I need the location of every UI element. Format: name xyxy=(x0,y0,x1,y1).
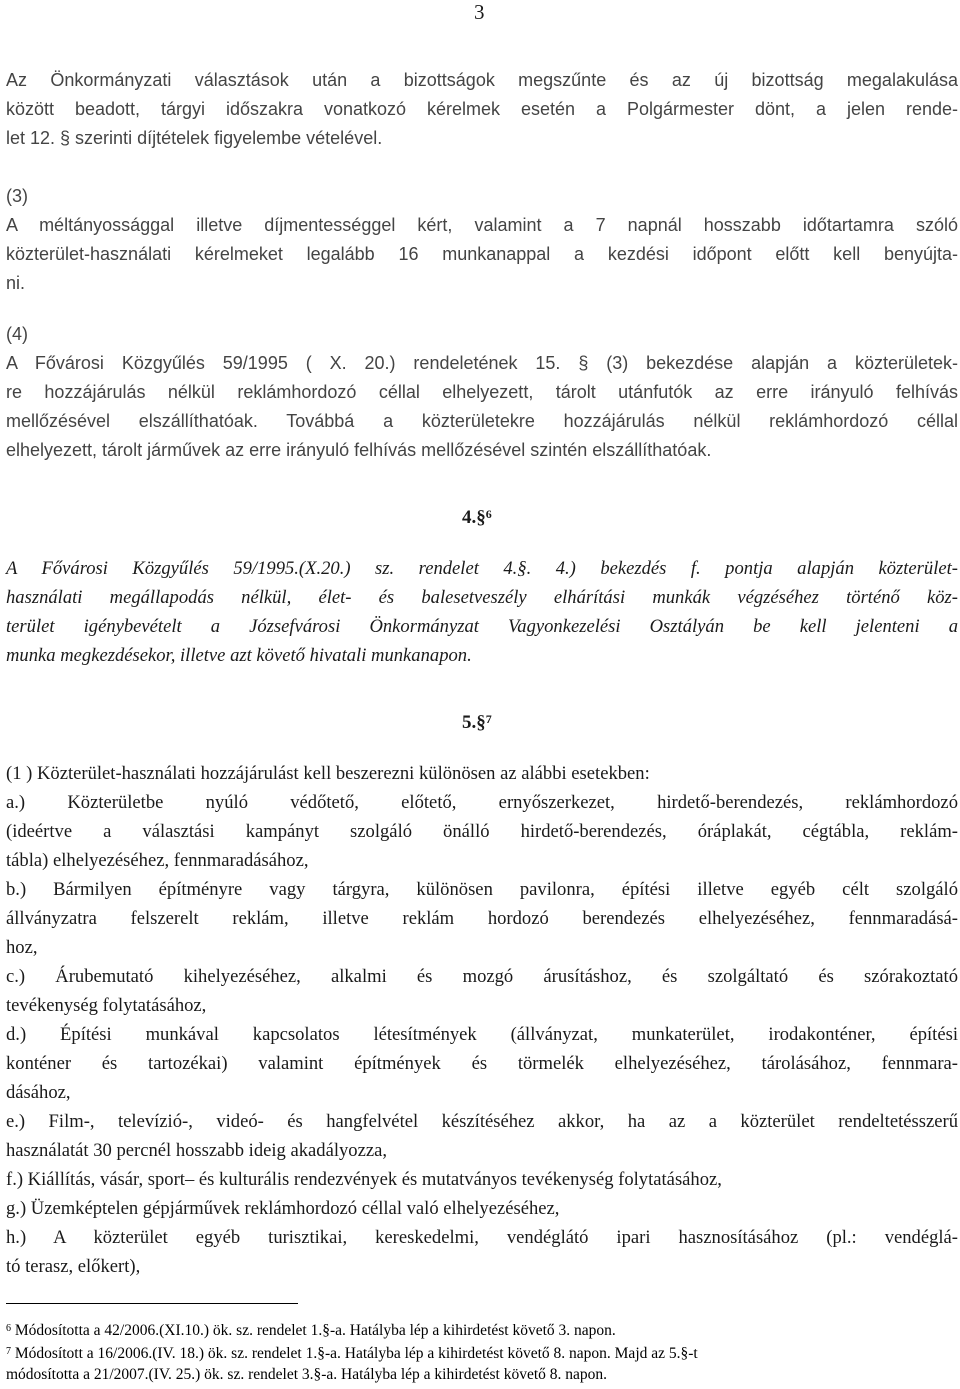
text-line: közterület-használati kérelmeket legalább 16 munkanappal a kezdési időpont előtt kell benyújta- xyxy=(6,244,958,264)
section-label: (4) xyxy=(6,324,28,344)
text-line: b.) Bármilyen építményre vagy tárgyra, különösen pavilonra, építési illetve egyéb célt szolgáló xyxy=(6,879,958,900)
text-line: A Fővárosi Közgyűlés 59/1995 ( X. 20.) rendeletének 15. § (3) bekezdése alapján a közterületek- xyxy=(6,353,958,373)
text-line: (1 ) Közterület-használati hozzájárulást kell beszerezni különösen az alábbi esetekben: xyxy=(6,763,650,784)
footnote-number: 7 xyxy=(6,1346,11,1357)
text-line: konténer és tartozékai) valamint építmények és törmelék elhelyezéséhez, tárolásához, fennmara- xyxy=(6,1053,958,1074)
footnote-6 xyxy=(6,1320,958,1341)
text-line: használatát 30 percnél hosszabb ideig akadályozza, xyxy=(6,1140,387,1161)
section-3 xyxy=(6,182,958,298)
page-number: 3 xyxy=(474,0,485,24)
footnote-ref: 6 xyxy=(485,507,492,521)
footnote-separator xyxy=(6,1303,298,1304)
text-line: re hozzájárulás nélkül reklámhordozó céllal elhelyezett, tárolt utánfutók az erre irányuló felhívás xyxy=(6,382,958,402)
footnote-ref: 7 xyxy=(485,712,492,726)
heading-text: 4.§ xyxy=(462,507,486,528)
text-line: e.) Film-, televízió-, videó- és hangfelvétel készítéséhez akkor, ha az a közterület rendeltetésszerű xyxy=(6,1111,958,1132)
document-page xyxy=(6,0,960,1389)
text-line: dásához, xyxy=(6,1082,71,1103)
text-line: tábla) elhelyezéséhez, fennmaradásához, xyxy=(6,850,309,871)
article-4-body xyxy=(6,554,958,670)
text-line: elhelyezett, tárolt járművek az erre irányuló felhívás mellőzésével szintén elszállíthatóak. xyxy=(6,440,712,460)
footnote-text: Módosította a 42/2006.(XI.10.) ök. sz. rendelet 1.§-a. Hatályba lép a kihirdetést követő 3. napon. xyxy=(14,1322,616,1339)
text-line: g.) Üzemképtelen gépjárművek reklámhordozó céllal való elhelyezéséhez, xyxy=(6,1198,560,1219)
article-5-body xyxy=(6,759,958,1281)
heading-text: 5.§ xyxy=(462,712,486,733)
footnote-text: módosította a 21/2007.(IV. 25.) ök. sz. rendelet 3.§-a. Hatályba lép a kihirdetést követő 8. napon. xyxy=(6,1366,608,1383)
article-4-heading xyxy=(462,506,492,530)
text-line: tevékenység folytatásához, xyxy=(6,995,207,1016)
footnote-number: 6 xyxy=(6,1323,11,1334)
article-5-heading xyxy=(462,711,492,735)
footnote-7 xyxy=(6,1343,958,1385)
text-line: mellőzésével elszállíthatóak. Továbbá a közterületekre hozzájárulás nélkül reklámhordozó céllal xyxy=(6,411,958,431)
intro-paragraph xyxy=(6,66,958,153)
text-line: terület igénybevételt a Józsefvárosi Önkormányzat Vagyonkezelési Osztályán be kell jelenteni a xyxy=(6,616,958,637)
text-line: (ideértve a választási kampányt szolgáló önálló hirdető-berendezés, óráplakát, cégtábla, reklám- xyxy=(6,821,958,842)
footnote-text: Módosított a 16/2006.(IV. 18.) ök. sz. rendelet 1.§-a. Hatályba lép a kihirdetést követő 8. napon. Majd az 5.§-t xyxy=(14,1345,698,1362)
section-label: (3) xyxy=(6,186,28,206)
text-line: d.) Építési munkával kapcsolatos létesítmények (állványzat, munkaterület, irodakonténer, építési xyxy=(6,1024,958,1045)
section-4 xyxy=(6,320,958,465)
text-line: állványzatra felszerelt reklám, illetve reklám hordozó berendezés elhelyezéséhez, fennmaradásá- xyxy=(6,908,958,929)
text-line: használati megállapodás nélkül, élet- és balesetveszély elhárítási munkák végzéséhez történő köz- xyxy=(6,587,958,608)
text-line: A Fővárosi Közgyűlés 59/1995.(X.20.) sz. rendelet 4.§. 4.) bekezdés f. pontja alapján közterület- xyxy=(6,558,958,579)
text-line: munka megkezdésekor, illetve azt követő hivatali munkanapon. xyxy=(6,645,472,666)
text-line: let 12. § szerinti díjtételek figyelembe vételével. xyxy=(6,128,383,148)
text-line: között beadott, tárgyi időszakra vonatkozó kérelmek esetén a Polgármester dönt, a jelen rende- xyxy=(6,99,958,119)
text-line: f.) Kiállítás, vásár, sport– és kulturális rendezvények és mutatványos tevékenység folytatásához, xyxy=(6,1169,722,1190)
text-line: hoz, xyxy=(6,937,38,958)
text-line: a.) Közterületbe nyúló védőtető, előtető, ernyőszerkezet, hirdető-berendezés, reklámhordozó xyxy=(6,792,958,813)
text-line: tó terasz, előkert), xyxy=(6,1256,141,1277)
text-line: Az Önkormányzati választások után a bizottságok megszűnte és az új bizottság megalakulása xyxy=(6,70,958,90)
text-line: c.) Árubemutató kihelyezéséhez, alkalmi és mozgó árusításhoz, és szolgáltató és szórakoztató xyxy=(6,966,958,987)
text-line: h.) A közterület egyéb turisztikai, kereskedelmi, vendéglátó ipari hasznosításához (pl.: vendéglá- xyxy=(6,1227,958,1248)
text-line: ni. xyxy=(6,273,26,293)
text-line: A méltányossággal illetve díjmentességgel kért, valamint a 7 napnál hosszabb időtartamra szóló xyxy=(6,215,958,235)
